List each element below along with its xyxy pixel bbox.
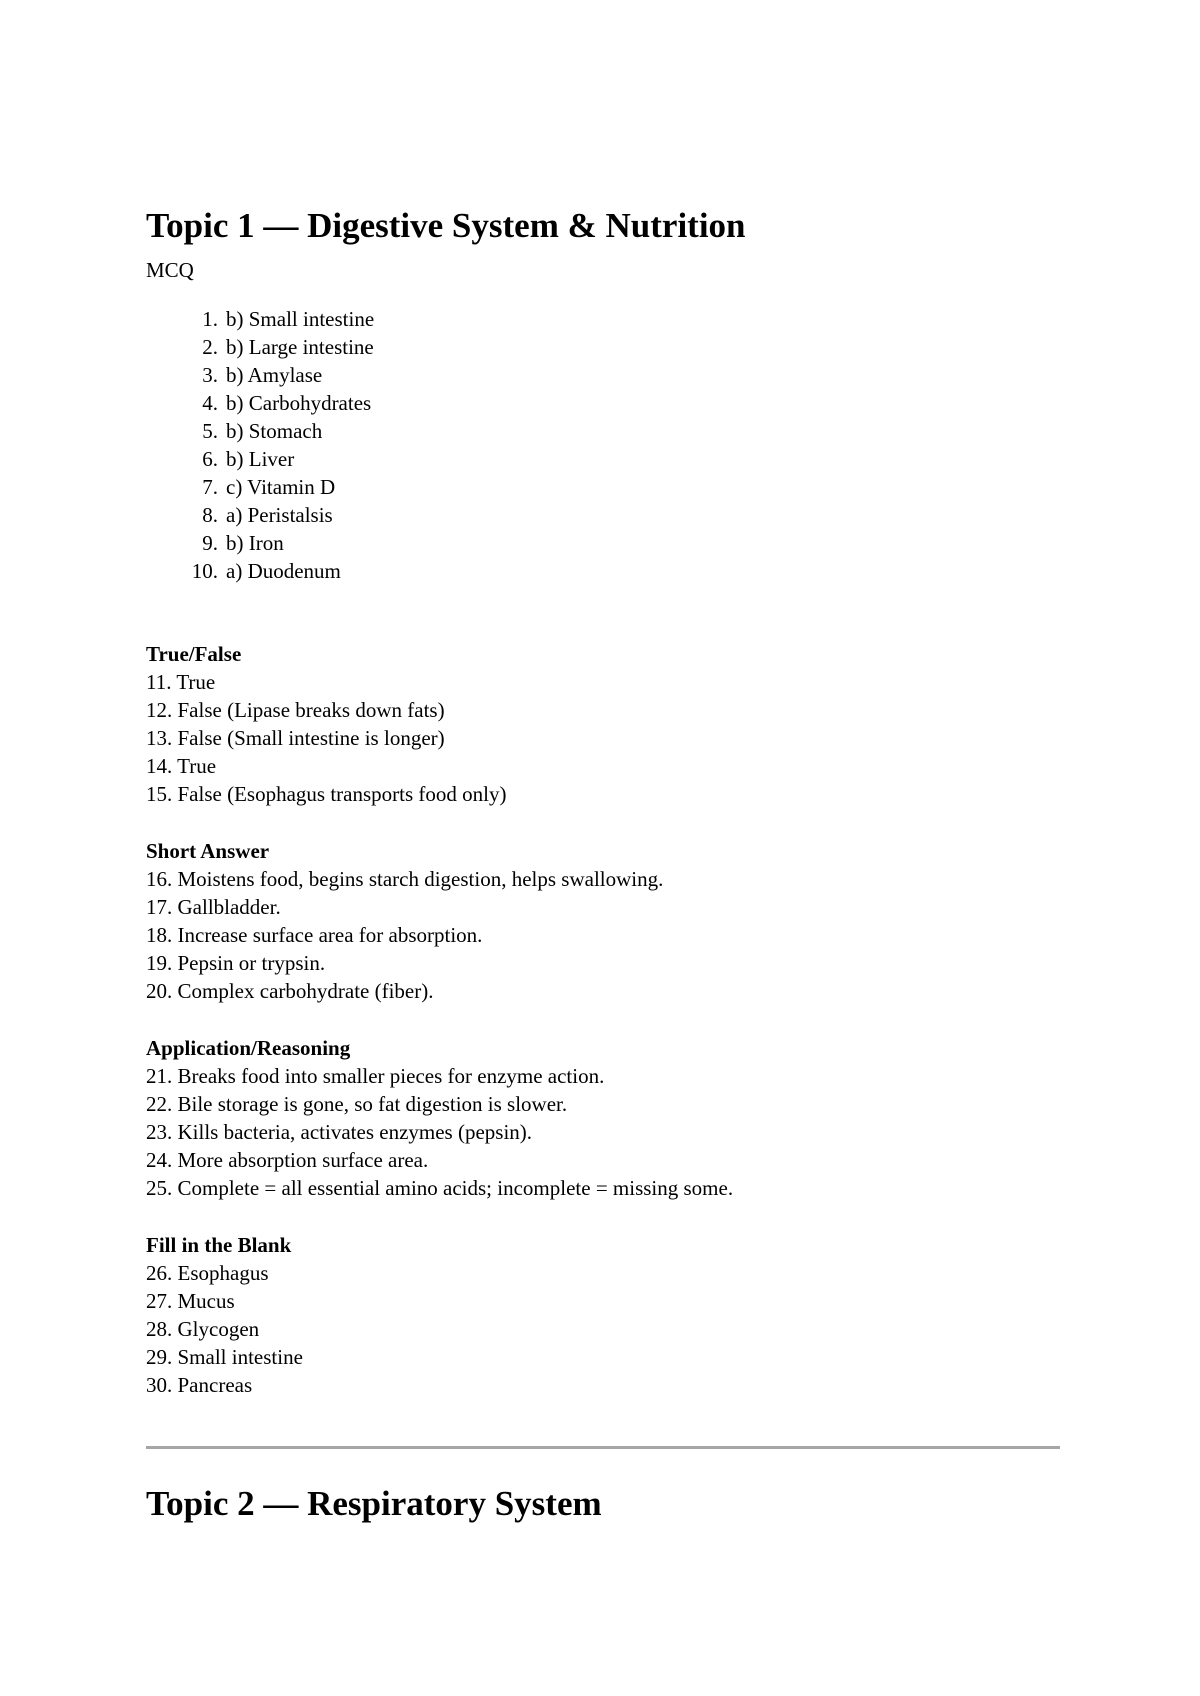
- application-section: [146, 1034, 733, 1202]
- list-item: 12. False (Lipase breaks down fats): [146, 698, 445, 722]
- list-item: 1. b) Small intestine: [202, 307, 375, 331]
- application-heading: Application/Reasoning: [146, 1036, 351, 1060]
- list-item: 25. Complete = all essential amino acids; incomplete = missing some.: [146, 1176, 734, 1200]
- list-item: 7. c) Vitamin D: [202, 475, 336, 499]
- list-item: 15. False (Esophagus transports food only): [146, 782, 507, 806]
- true-false-section: [146, 640, 506, 808]
- topic-2-title: Topic 2 — Respiratory System: [146, 1484, 602, 1523]
- fill-blank-section: [146, 1231, 303, 1399]
- list-item: 2. b) Large intestine: [202, 335, 374, 359]
- topic-1-title: Topic 1 — Digestive System & Nutrition: [146, 206, 746, 245]
- list-item: 24. More absorption surface area.: [146, 1148, 429, 1172]
- list-item: 11. True: [146, 670, 216, 694]
- short-answer-heading: Short Answer: [146, 839, 270, 863]
- list-item: 9. b) Iron: [202, 531, 284, 555]
- list-item: 8. a) Peristalsis: [202, 503, 333, 527]
- short-answer-section: [146, 837, 663, 1005]
- list-item: 26. Esophagus: [146, 1261, 269, 1285]
- list-item: 6. b) Liver: [202, 447, 295, 471]
- list-item: 13. False (Small intestine is longer): [146, 726, 445, 750]
- list-item: 4. b) Carbohydrates: [202, 391, 372, 415]
- list-item: 17. Gallbladder.: [146, 895, 281, 919]
- list-item: 28. Glycogen: [146, 1317, 260, 1341]
- list-item: 19. Pepsin or trypsin.: [146, 951, 326, 975]
- section-divider: [146, 1446, 1060, 1449]
- true-false-heading: True/False: [146, 642, 242, 666]
- list-item: 23. Kills bacteria, activates enzymes (pepsin).: [146, 1120, 533, 1144]
- fill-blank-heading: Fill in the Blank: [146, 1233, 292, 1257]
- mcq-answer-list: [146, 305, 374, 585]
- list-item: 30. Pancreas: [146, 1373, 253, 1397]
- list-item: 14. True: [146, 754, 217, 778]
- list-item: 29. Small intestine: [146, 1345, 303, 1369]
- list-item: 20. Complex carbohydrate (fiber).: [146, 979, 434, 1003]
- list-item: 21. Breaks food into smaller pieces for enzyme action.: [146, 1064, 605, 1088]
- list-item: 27. Mucus: [146, 1289, 235, 1313]
- list-item: 22. Bile storage is gone, so fat digestion is slower.: [146, 1092, 568, 1116]
- mcq-label: MCQ: [146, 258, 194, 282]
- list-item: 3. b) Amylase: [202, 363, 323, 387]
- list-item: 18. Increase surface area for absorption.: [146, 923, 483, 947]
- list-item: 10. a) Duodenum: [191, 559, 341, 583]
- list-item: 5. b) Stomach: [202, 419, 323, 443]
- list-item: 16. Moistens food, begins starch digestion, helps swallowing.: [146, 867, 664, 891]
